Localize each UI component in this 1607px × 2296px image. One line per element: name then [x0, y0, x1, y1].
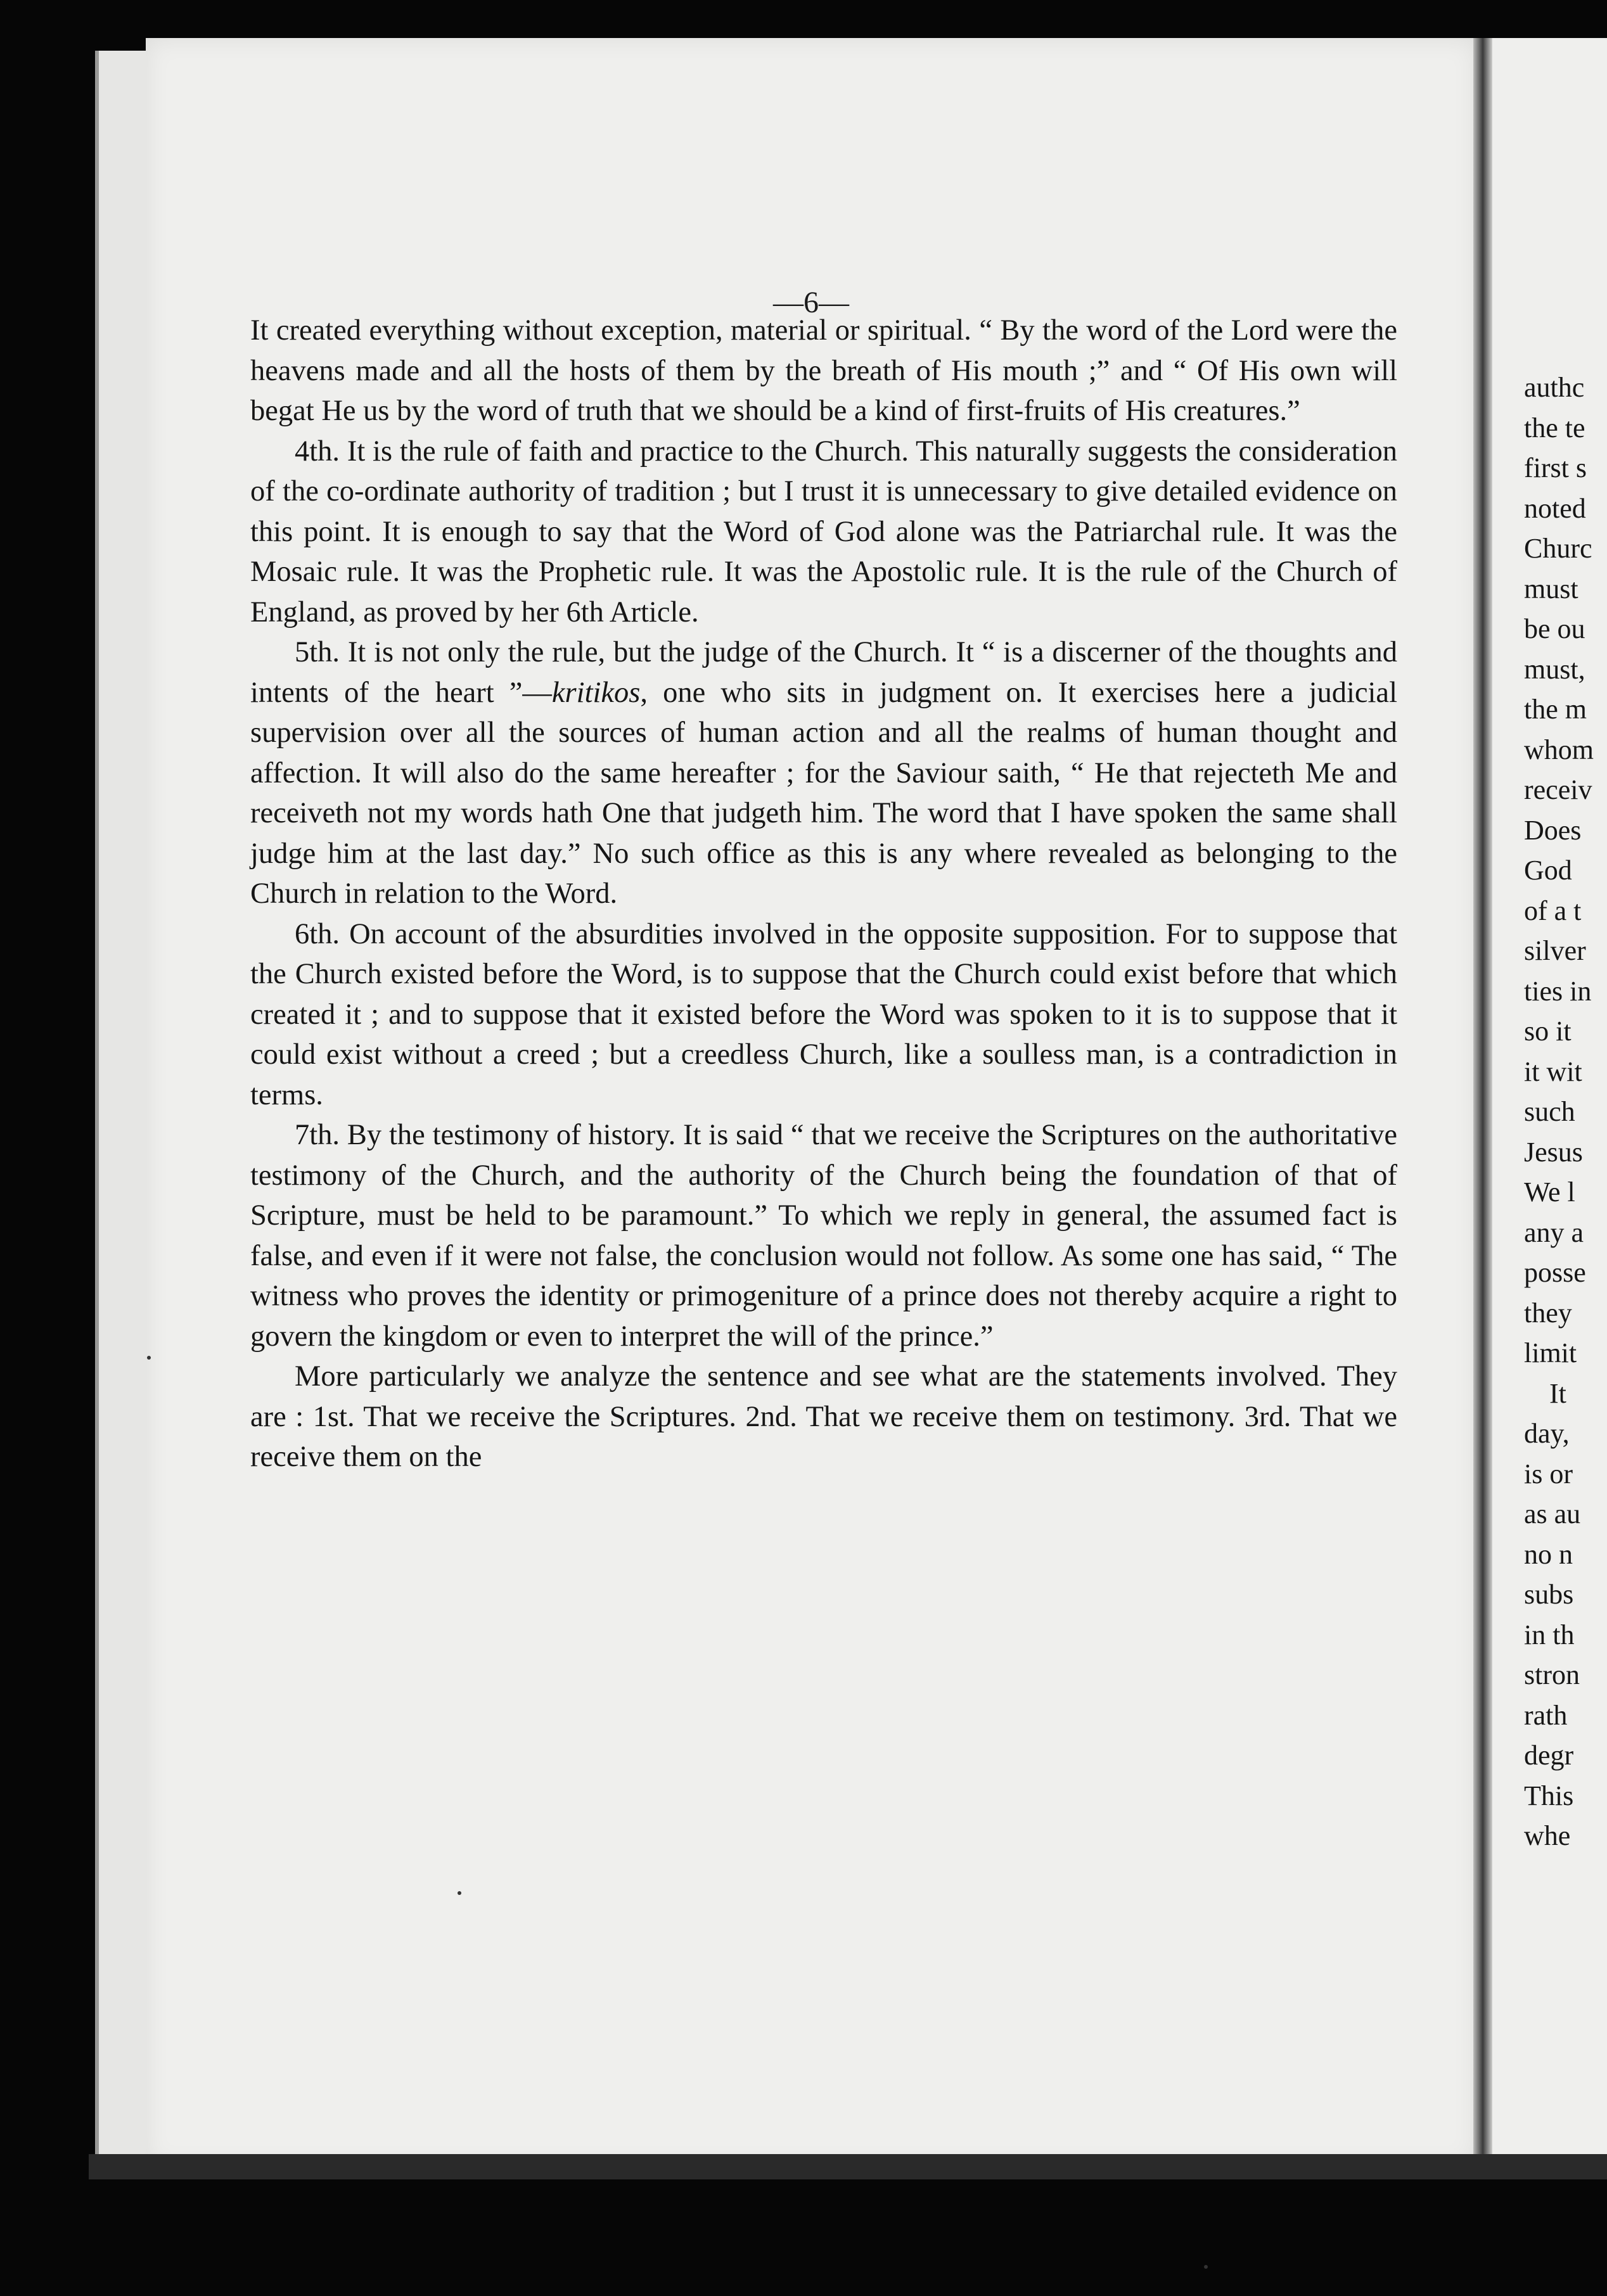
facing-line: in th: [1524, 1619, 1575, 1650]
facing-line: posse: [1524, 1257, 1586, 1288]
facing-line: be ou: [1524, 613, 1585, 644]
facing-line: authc: [1524, 372, 1585, 403]
facing-line: must,: [1524, 653, 1585, 685]
facing-line: any a: [1524, 1216, 1584, 1248]
facing-line: It: [1549, 1377, 1566, 1409]
facing-line: day,: [1524, 1418, 1570, 1449]
facing-line: degr: [1524, 1740, 1574, 1771]
facing-line: first s: [1524, 452, 1587, 483]
facing-line: subs: [1524, 1579, 1574, 1610]
facing-line: whe: [1524, 1820, 1571, 1851]
paragraph-more-particularly: More particularly we analyze the sentence and see what are the statements involved. They are : 1st. That we receive the Scriptures. 2nd. That we receive them on testimony. 3rd. That we receive them on the: [250, 1360, 1397, 1473]
page-body: [250, 310, 1397, 1477]
scan-speck: [1204, 2265, 1208, 2269]
facing-line: noted: [1524, 492, 1586, 524]
page-number: —6—: [773, 286, 849, 319]
facing-line: as au: [1524, 1498, 1581, 1529]
facing-page: [1492, 38, 1607, 2167]
facing-line: the m: [1524, 694, 1587, 725]
facing-line: it wit: [1524, 1056, 1582, 1087]
facing-line: whom: [1524, 734, 1594, 765]
facing-line: stron: [1524, 1659, 1580, 1690]
facing-line: no n: [1524, 1538, 1573, 1570]
facing-line: Does: [1524, 814, 1582, 846]
facing-line: they: [1524, 1297, 1572, 1329]
facing-line: is or: [1524, 1458, 1573, 1489]
paragraph-4th: 4th. It is the rule of faith and practice to the Church. This naturally suggests the consideration of the co-ordinate authority of tradition ; but I trust it is unnecessary to give detailed evidence on this point. It is enough to say that the Word of God alone was the Patriarchal rule. It was the Mosaic rule. It was the Prophetic rule. It was the Apostolic rule. It is the rule of the Church of England, as proved by her 6th Article.: [250, 435, 1397, 628]
facing-line: ties in: [1524, 975, 1592, 1007]
facing-line: so it: [1524, 1016, 1572, 1047]
facing-line: This: [1524, 1780, 1574, 1811]
book-gutter: [1473, 38, 1492, 2167]
scan-speck: [458, 1891, 461, 1895]
facing-line: such: [1524, 1096, 1575, 1127]
facing-line: silver: [1524, 935, 1586, 966]
facing-line: We l: [1524, 1177, 1575, 1208]
facing-line: receiv: [1524, 774, 1592, 805]
kritikos-term: kritikos: [551, 676, 641, 709]
facing-line: limit: [1524, 1337, 1577, 1368]
facing-line: of a t: [1524, 895, 1582, 926]
facing-line: rath: [1524, 1699, 1568, 1731]
paragraph-1: It created everything without exception, material or spiritual. “ By the word of the Lord were the heavens made and all the hosts of them by the breath of His mouth ;” and “ Of His own will begat He us by the word of truth that we should be a kind of first-fruits of His creatures.”: [250, 314, 1397, 427]
facing-line: must: [1524, 573, 1578, 604]
paragraph-5th-end: , one who sits in judgment on. It exercises here a judicial supervision over all the sources of human action and all the realms of human thought and affection. It will also do the same hereafter ; for the Saviour saith, “ He that rejecteth Me and receiveth not my words hath One that judgeth him. The word that I have spoken the same shall judge him at the last day.” No such office as this is any where revealed as belonging to the Church in relation to the Word.: [250, 676, 1397, 910]
paragraph-5th: [250, 632, 1397, 914]
facing-line: the te: [1524, 412, 1585, 443]
facing-line: Churc: [1524, 533, 1592, 564]
scan-bottom-edge: [89, 2154, 1607, 2179]
paragraph-6th: 6th. On account of the absurdities involved in the opposite supposition. For to suppose that the Church existed before the Word, is to suppose that the Church could exist before that which created it ; and to suppose that it existed before the Word was spoken to it is to suppose that it could exist without a creed ; but a creedless Church, like a soulless man, is a contradiction in terms.: [250, 917, 1397, 1111]
facing-page-lines: [1524, 367, 1607, 1856]
paragraph-7th: 7th. By the testimony of history. It is said “ that we receive the Scriptures on the authoritative testimony of the Church, and the authority of the Church being the foundation of that of Scripture, must be held to be paramount.” To which we reply in general, the assumed fact is false, and even if it were not false, the conclusion would not follow. As some one has said, “ The witness who proves the identity or primogeniture of a prince does not thereby acquire a right to govern the kingdom or even to interpret the will of the prince.”: [250, 1119, 1397, 1353]
paragraph-5th-start: 5th. It is not only the rule, but the judge of the Church. It “ is a discerner of the thoughts and intents of the heart ”—: [250, 636, 1397, 709]
facing-line: Jesus: [1524, 1136, 1583, 1168]
scan-speck: [147, 1356, 151, 1360]
facing-line: God: [1524, 855, 1572, 886]
